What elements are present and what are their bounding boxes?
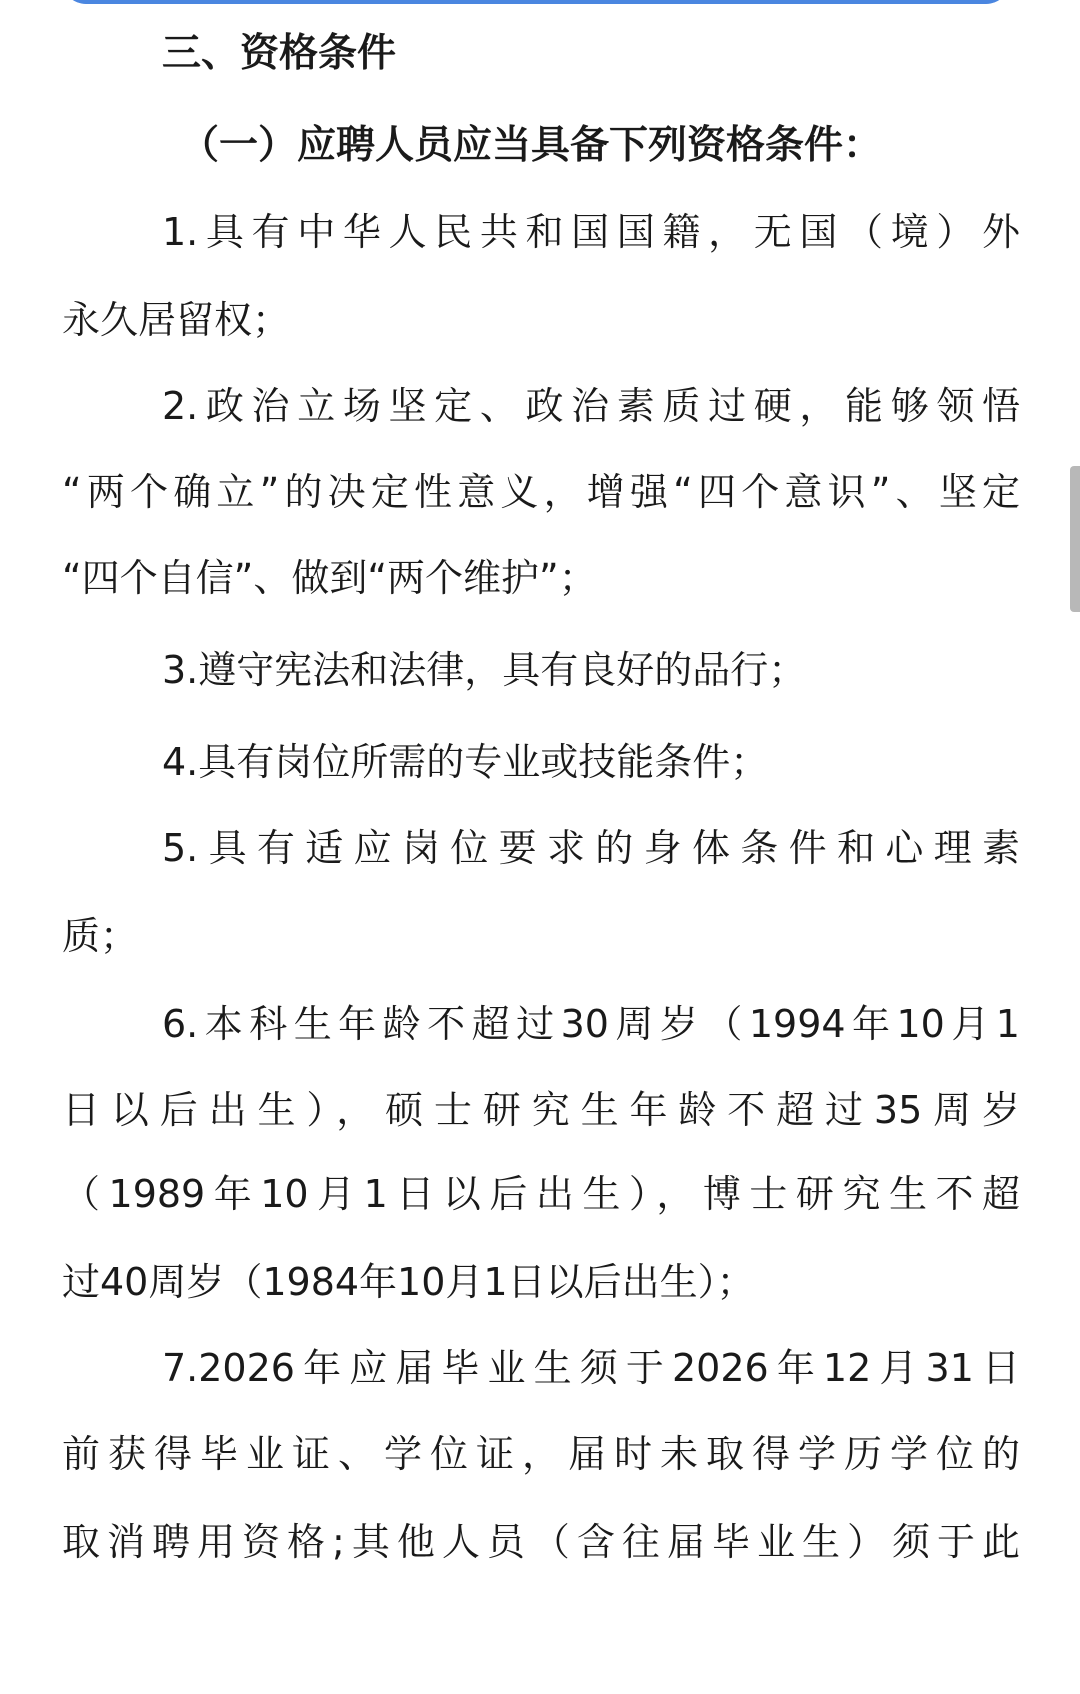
paragraph-line: 日以后出生），硕士研究生年龄不超过35周岁 <box>62 1088 1020 1132</box>
section-subheading: （一）应聘人员应当具备下列资格条件： <box>180 123 883 168</box>
paragraph-line: 2.政治立场坚定、政治素质过硬，能够领悟 <box>162 384 1020 428</box>
paragraph-line: 1.具有中华人民共和国国籍，无国（境）外 <box>162 210 1020 254</box>
paragraph-line: 4.具有岗位所需的专业或技能条件； <box>162 740 769 784</box>
card-border <box>62 0 1010 4</box>
paragraph-line: 5.具有适应岗位要求的身体条件和心理素 <box>162 826 1020 870</box>
scrollbar-thumb[interactable] <box>1070 466 1080 612</box>
paragraph-line: “两个确立”的决定性意义，增强“四个意识”、坚定 <box>62 470 1020 514</box>
section-heading: 三、资格条件 <box>162 31 397 76</box>
paragraph-line: 过40周岁（1984年10月1日以后出生）； <box>62 1260 755 1304</box>
paragraph-line: 3.遵守宪法和法律，具有良好的品行； <box>162 648 807 692</box>
paragraph-line: 取消聘用资格;其他人员（含往届毕业生）须于此 <box>62 1520 1020 1564</box>
paragraph-line: 7.2026年应届毕业生须于2026年12月31日 <box>162 1346 1020 1390</box>
paragraph-line: 前获得毕业证、学位证，届时未取得学历学位的 <box>62 1432 1020 1476</box>
paragraph-line: 6.本科生年龄不超过30周岁（1994年10月1 <box>162 1002 1020 1046</box>
paragraph-line: 质； <box>62 914 139 958</box>
paragraph-line: （1989年10月1日以后出生），博士研究生不超 <box>62 1172 1020 1216</box>
paragraph-line: “四个自信”、做到“两个维护”； <box>62 556 597 600</box>
paragraph-line: 永久居留权； <box>62 298 291 342</box>
